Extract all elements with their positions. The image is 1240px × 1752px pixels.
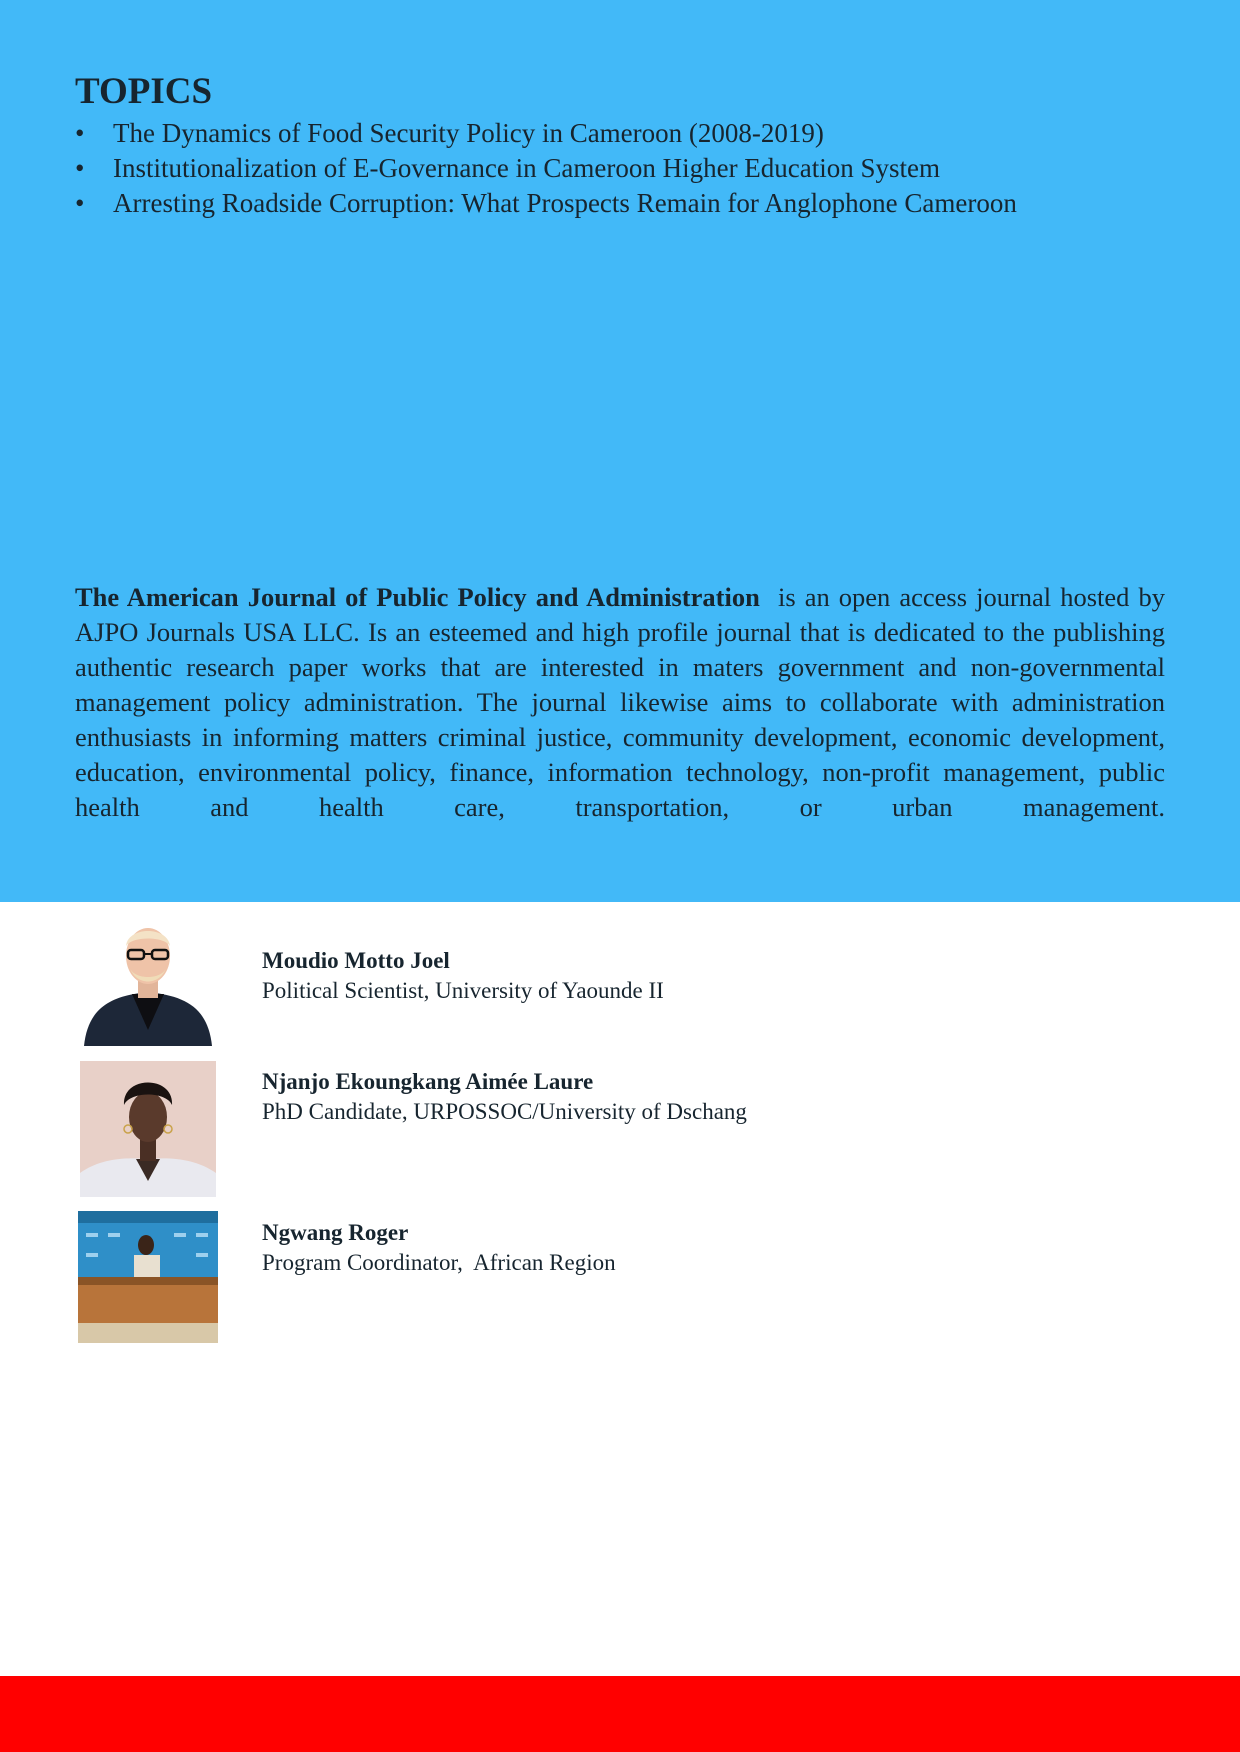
author-role: Political Scientist, University of Yaounde II xyxy=(262,978,664,1003)
footer-bar xyxy=(0,1676,1240,1752)
author-name: Moudio Motto Joel xyxy=(262,948,450,973)
topics-heading: TOPICS xyxy=(75,71,213,112)
author-entry xyxy=(0,1061,1240,1197)
bullet-icon: • xyxy=(75,153,85,183)
author-role: Program Coordinator, African Region xyxy=(262,1250,616,1275)
topic-text: Arresting Roadside Corruption: What Prospects Remain for Anglophone Cameroon xyxy=(113,188,1017,218)
author-photo xyxy=(80,912,216,1046)
author-role: PhD Candidate, URPOSSOC/University of Dschang xyxy=(262,1099,747,1124)
author-entry xyxy=(0,912,1240,1046)
author-photo xyxy=(78,1211,218,1343)
man-portrait-icon xyxy=(80,912,216,1046)
woman-portrait-icon xyxy=(80,1061,216,1197)
topic-item xyxy=(75,186,1175,221)
journal-description-text: is an open access journal hosted by AJPO Journals USA LLC. Is an esteemed and high profile journal that is dedicated to the publishing authentic research paper works that are interested in maters government and non-governmental management policy administration. The journal likewise aims to collaborate with administration enthusiasts in informing matters criminal justice, community development, economic development, education, environmental policy, finance, information technology, non-profit management, public health and health care, transportation, or urban management. xyxy=(75,582,1165,822)
author-photo xyxy=(80,1061,216,1197)
author-name: Njanjo Ekoungkang Aimée Laure xyxy=(262,1069,594,1094)
topics-list xyxy=(75,116,1175,221)
bullet-icon: • xyxy=(75,118,85,148)
author-entry xyxy=(0,1211,1240,1343)
journal-description xyxy=(75,580,1165,825)
panel-speaker-photo-icon xyxy=(78,1211,218,1343)
author-name: Ngwang Roger xyxy=(262,1220,409,1245)
topic-text: Institutionalization of E-Governance in Cameroon Higher Education System xyxy=(113,153,941,183)
topic-item xyxy=(75,151,1175,186)
bullet-icon: • xyxy=(75,188,85,218)
topic-text: The Dynamics of Food Security Policy in Cameroon (2008-2019) xyxy=(113,118,824,148)
journal-name: The American Journal of Public Policy and Administration xyxy=(75,582,760,612)
topic-item xyxy=(75,116,1175,151)
